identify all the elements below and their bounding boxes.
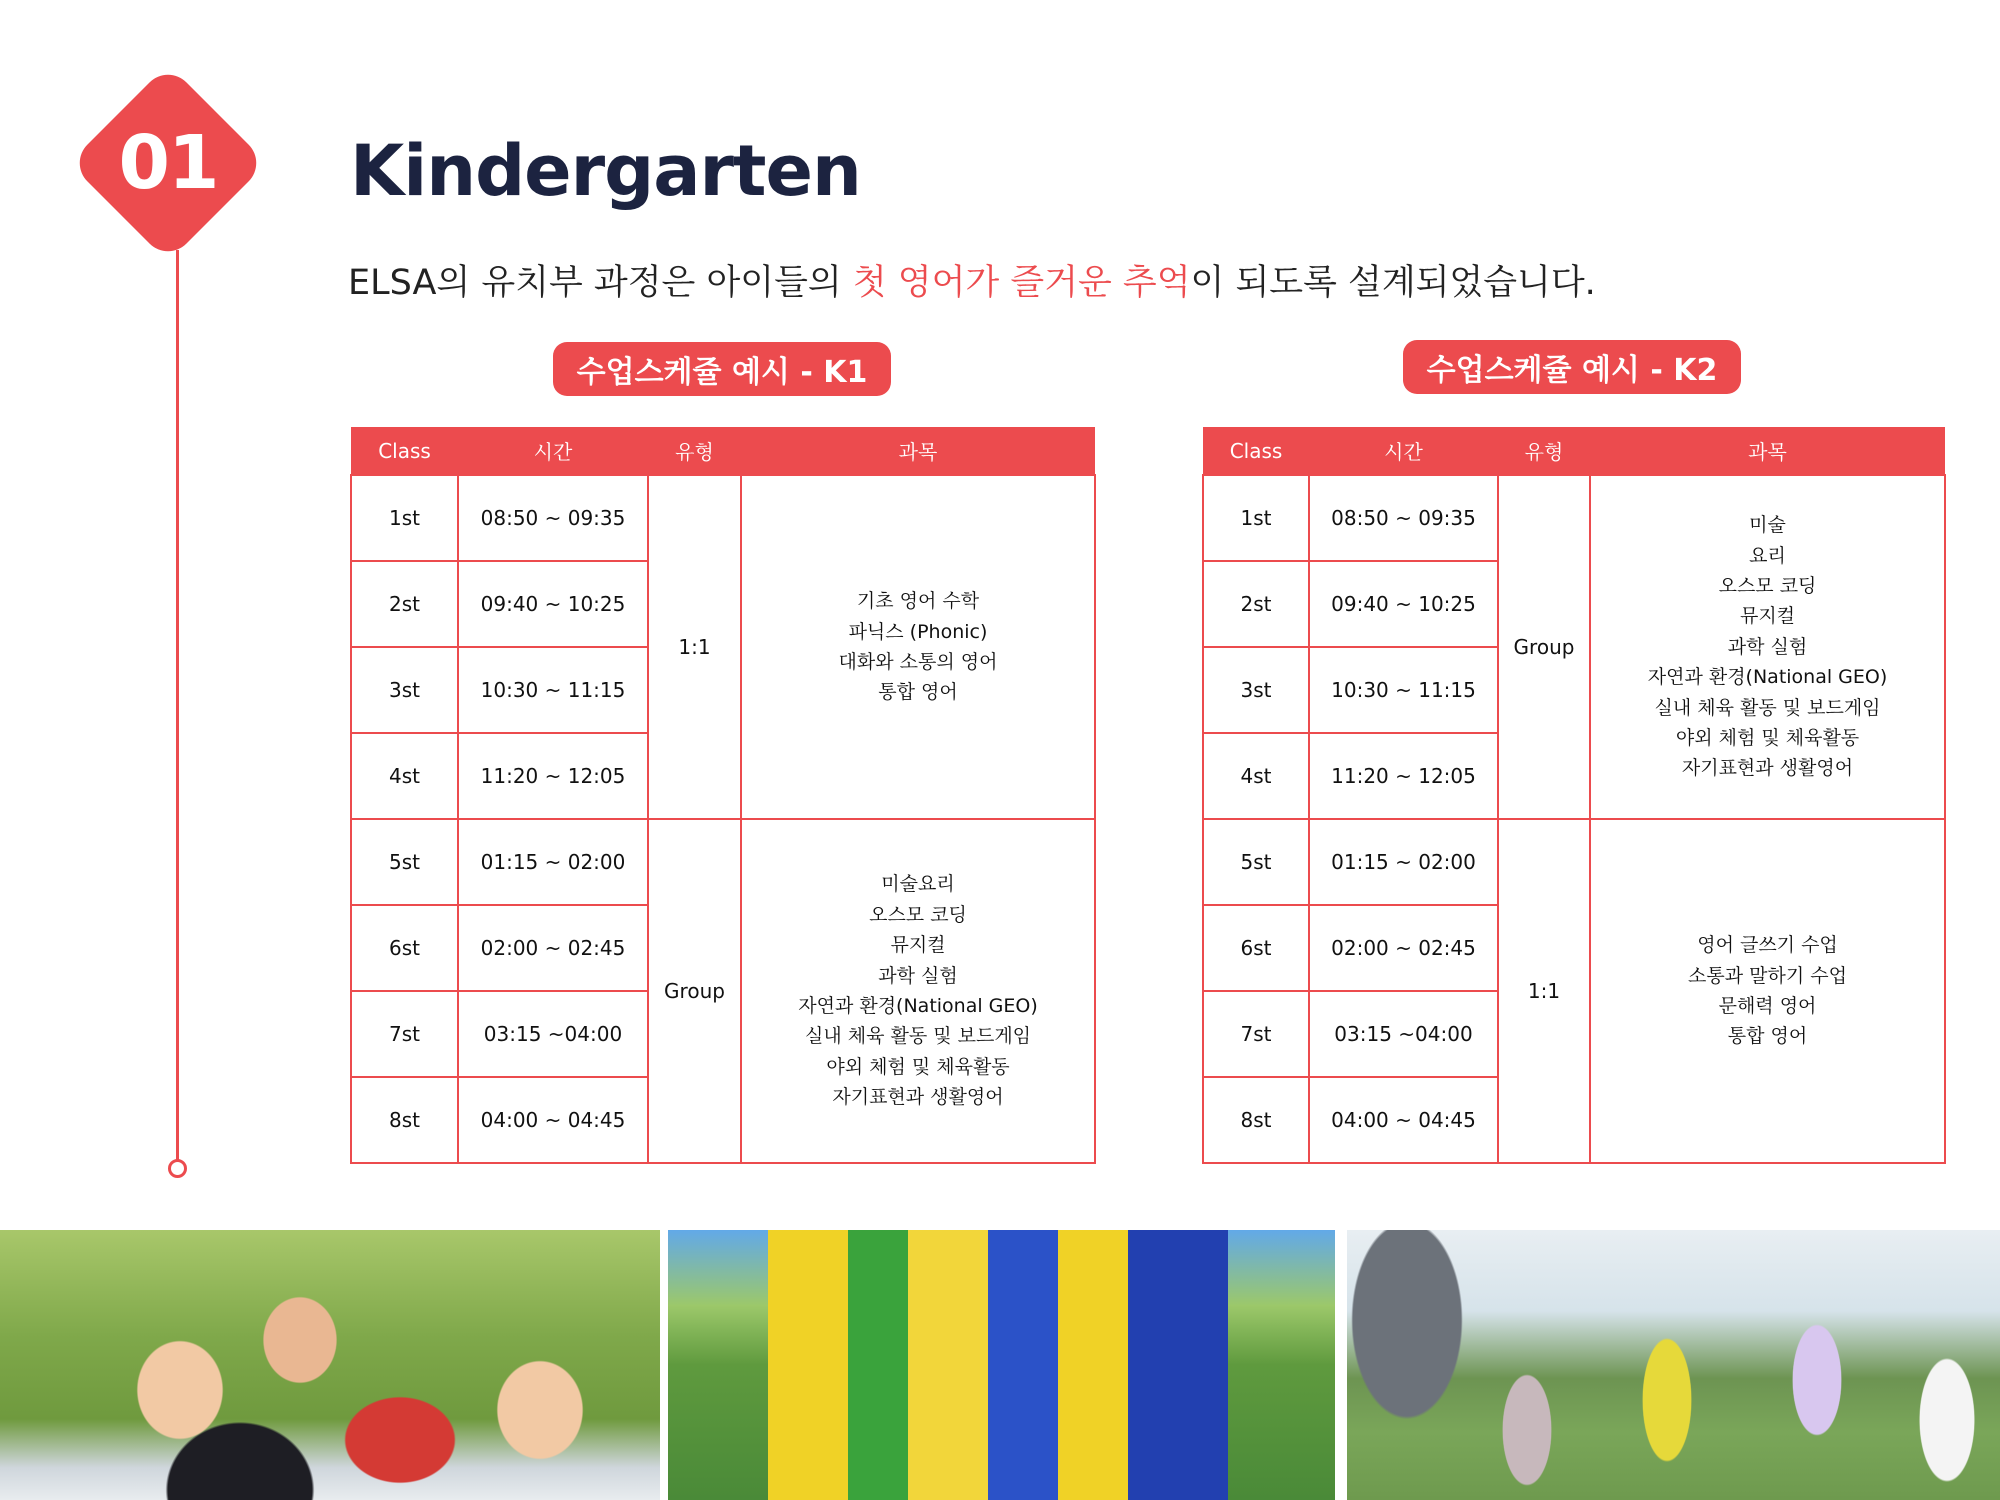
class-cell: 7st (351, 991, 458, 1077)
type-cell: 1:1 (1498, 819, 1590, 1163)
photo-kids-picnic (0, 1230, 660, 1500)
subjects-cell: 미술 요리 오스모 코딩 뮤지컬 과학 실험 자연과 환경(National GEO) 실내 체육 활동 및 보드게임 야외 체험 및 체육활동 자기표현과 생활영어 (1590, 475, 1945, 819)
subtitle-highlight: 첫 영어가 즐거운 추억 (852, 263, 1191, 303)
time-cell: 10:30 ~ 11:15 (458, 647, 648, 733)
header-time: 시간 (1309, 427, 1498, 475)
class-cell: 6st (351, 905, 458, 991)
time-cell: 09:40 ~ 10:25 (458, 561, 648, 647)
type-cell: Group (1498, 475, 1590, 819)
k1-schedule-label: 수업스케쥴 예시 - K1 (553, 342, 891, 396)
table-header-row (351, 427, 1095, 475)
class-cell: 4st (1203, 733, 1309, 819)
time-cell: 10:30 ~ 11:15 (1309, 647, 1498, 733)
table-header-row (1203, 427, 1945, 475)
time-cell: 09:40 ~ 10:25 (1309, 561, 1498, 647)
class-cell: 7st (1203, 991, 1309, 1077)
time-cell: 11:20 ~ 12:05 (1309, 733, 1498, 819)
class-cell: 1st (1203, 475, 1309, 561)
class-cell: 5st (351, 819, 458, 905)
class-cell: 1st (351, 475, 458, 561)
photo-kids-raincoats (668, 1230, 1335, 1500)
section-subtitle (348, 255, 1596, 305)
time-cell: 03:15 ~04:00 (458, 991, 648, 1077)
header-class: Class (1203, 427, 1309, 475)
time-cell: 02:00 ~ 02:45 (458, 905, 648, 991)
time-cell: 03:15 ~04:00 (1309, 991, 1498, 1077)
page-title: Kindergarten (350, 130, 861, 212)
header-type: 유형 (648, 427, 741, 475)
timeline-end-dot (168, 1159, 187, 1178)
header-time: 시간 (458, 427, 648, 475)
class-cell: 3st (1203, 647, 1309, 733)
time-cell: 08:50 ~ 09:35 (458, 475, 648, 561)
time-cell: 08:50 ~ 09:35 (1309, 475, 1498, 561)
k1-schedule-table (350, 427, 1096, 1164)
subjects-cell: 기초 영어 수학 파닉스 (Phonic) 대화와 소통의 영어 통합 영어 (741, 475, 1095, 819)
header-class: Class (351, 427, 458, 475)
table-row (1203, 819, 1945, 905)
class-cell: 3st (351, 647, 458, 733)
table-row (351, 475, 1095, 561)
type-cell: Group (648, 819, 741, 1163)
table-row (351, 819, 1095, 905)
class-cell: 5st (1203, 819, 1309, 905)
class-cell: 2st (1203, 561, 1309, 647)
header-type: 유형 (1498, 427, 1590, 475)
time-cell: 04:00 ~ 04:45 (1309, 1077, 1498, 1163)
header-subject: 과목 (741, 427, 1095, 475)
time-cell: 11:20 ~ 12:05 (458, 733, 648, 819)
k2-schedule-table (1202, 427, 1946, 1164)
type-cell: 1:1 (648, 475, 741, 819)
subtitle-text-post: 이 되도록 설계되었습니다. (1190, 263, 1596, 303)
timeline-line (176, 250, 179, 1160)
time-cell: 04:00 ~ 04:45 (458, 1077, 648, 1163)
section-number: 01 (118, 120, 218, 206)
class-cell: 6st (1203, 905, 1309, 991)
k2-schedule-label: 수업스케쥴 예시 - K2 (1403, 340, 1741, 394)
table-row (1203, 475, 1945, 561)
subjects-cell: 영어 글쓰기 수업 소통과 말하기 수업 문해력 영어 통합 영어 (1590, 819, 1945, 1163)
header-subject: 과목 (1590, 427, 1945, 475)
class-cell: 8st (1203, 1077, 1309, 1163)
subtitle-text-pre: ELSA의 유치부 과정은 아이들의 (348, 263, 853, 303)
class-cell: 2st (351, 561, 458, 647)
time-cell: 02:00 ~ 02:45 (1309, 905, 1498, 991)
class-cell: 8st (351, 1077, 458, 1163)
photo-kids-jumping (1347, 1230, 2000, 1500)
class-cell: 4st (351, 733, 458, 819)
time-cell: 01:15 ~ 02:00 (1309, 819, 1498, 905)
subjects-cell: 미술요리 오스모 코딩 뮤지컬 과학 실험 자연과 환경(National GEO) 실내 체육 활동 및 보드게임 야외 체험 및 체육활동 자기표현과 생활영어 (741, 819, 1095, 1163)
time-cell: 01:15 ~ 02:00 (458, 819, 648, 905)
